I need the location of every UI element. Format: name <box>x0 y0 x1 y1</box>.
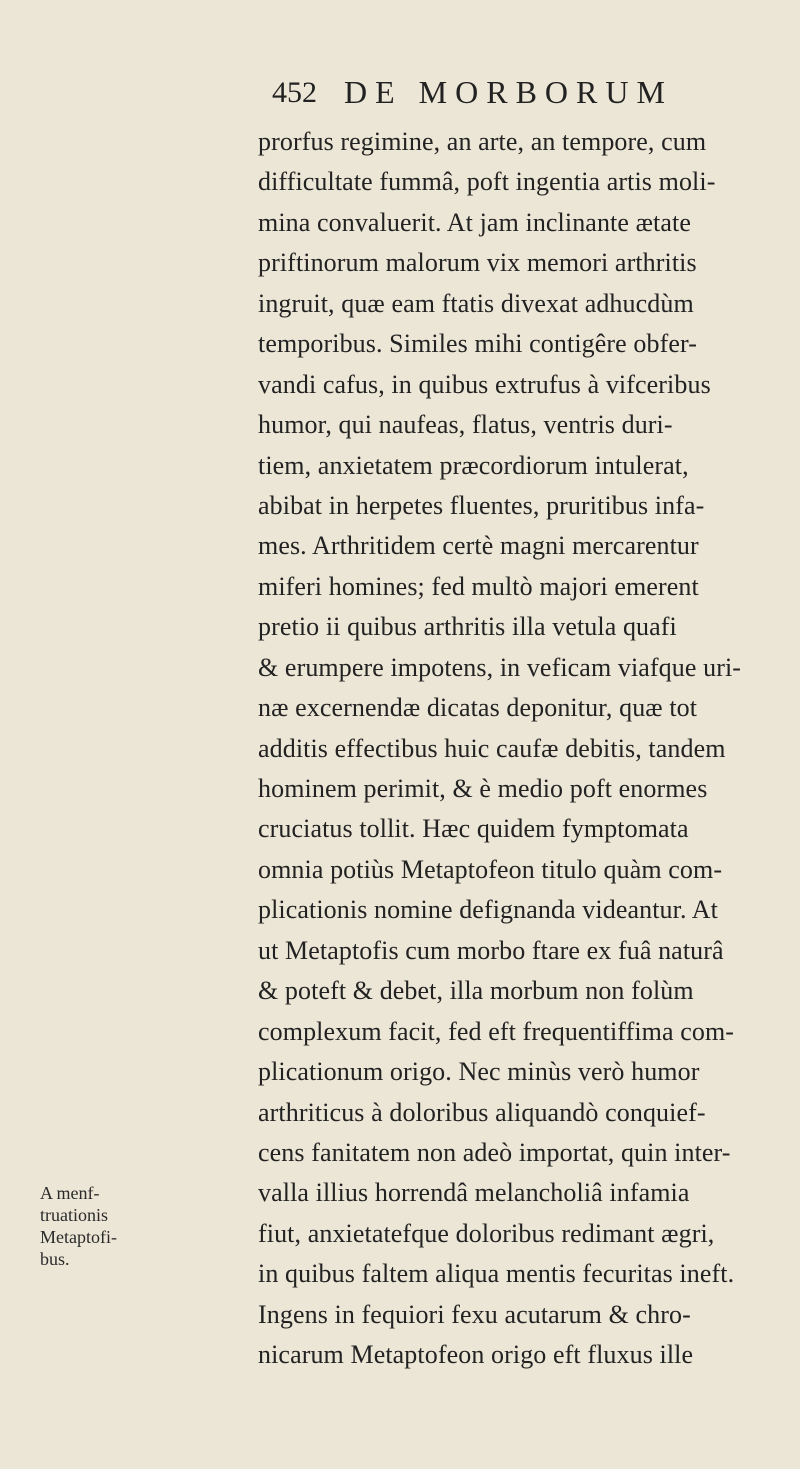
text-line: ingruit, quæ eam ftatis divexat adhucdùm <box>258 288 694 318</box>
text-line: cruciatus tollit. Hæc quidem fymptomata <box>258 814 689 844</box>
text-line: pretio ii quibus arthritis illa vetula quafi <box>258 612 677 642</box>
text-line: & erumpere impotens, in veficam viafque uri- <box>258 652 742 682</box>
text-line: fiut, anxietatefque doloribus redimant ægri, <box>258 1218 715 1248</box>
text-line: nicarum Metaptofeon origo eft fluxus ille <box>258 1340 694 1370</box>
running-head: DE MORBORUM <box>344 74 673 110</box>
text-line: omnia potiùs Metaptofeon titulo quàm com- <box>258 854 723 884</box>
body-text <box>258 122 763 1376</box>
text-line: additis effectibus huic caufæ debitis, tandem <box>258 733 726 763</box>
text-line: & poteft & debet, illa morbum non folùm <box>258 976 694 1006</box>
margin-note-line: Metaptofi- <box>40 1227 117 1247</box>
margin-note-line: bus. <box>40 1249 70 1269</box>
text-line: miferi homines; fed multò majori emerent <box>258 571 699 601</box>
margin-note-line: A menf- <box>40 1183 100 1203</box>
text-line: ut Metaptofis cum morbo ftare ex fuâ naturâ <box>258 935 724 965</box>
text-line: plicationum origo. Nec minùs verò humor <box>258 1057 700 1087</box>
text-line: Ingens in fequiori fexu acutarum & chro- <box>258 1299 691 1329</box>
text-line: difficultate fummâ, poft ingentia artis moli- <box>258 167 716 197</box>
text-line: vandi cafus, in quibus extrufus à vifceribus <box>258 369 711 399</box>
page-number: 452 <box>272 76 317 109</box>
text-line: humor, qui naufeas, flatus, ventris duri- <box>258 410 673 440</box>
margin-note <box>40 1182 150 1270</box>
text-line: plicationis nomine defignanda videantur. At <box>258 895 718 925</box>
page-header <box>272 74 742 118</box>
text-line: priftinorum malorum vix memori arthritis <box>258 248 697 278</box>
text-line: cens fanitatem non adeò importat, quin inter- <box>258 1137 731 1167</box>
text-line: næ excernendæ dicatas deponitur, quæ tot <box>258 693 698 723</box>
text-line: prorfus regimine, an arte, an tempore, cum <box>258 127 707 156</box>
text-line: mes. Arthritidem certè magni mercarentur <box>258 531 699 561</box>
text-line: complexum facit, fed eft frequentiffima com- <box>258 1016 735 1046</box>
text-line: arthriticus à doloribus aliquandò conquief- <box>258 1097 706 1127</box>
text-line: mina convaluerit. At jam inclinante ætate <box>258 207 691 237</box>
margin-note-line: truationis <box>40 1205 108 1225</box>
text-line: temporibus. Similes mihi contigêre obfer- <box>258 329 697 359</box>
text-line: tiem, anxietatem præcordiorum intulerat, <box>258 450 689 480</box>
text-line: in quibus faltem aliqua mentis fecuritas ineft. <box>258 1259 735 1289</box>
text-line: hominem perimit, & è medio poft enormes <box>258 774 708 803</box>
text-line: abibat in herpetes fluentes, pruritibus infa- <box>258 490 705 520</box>
text-line: valla illius horrendâ melancholiâ infamia <box>258 1178 690 1208</box>
